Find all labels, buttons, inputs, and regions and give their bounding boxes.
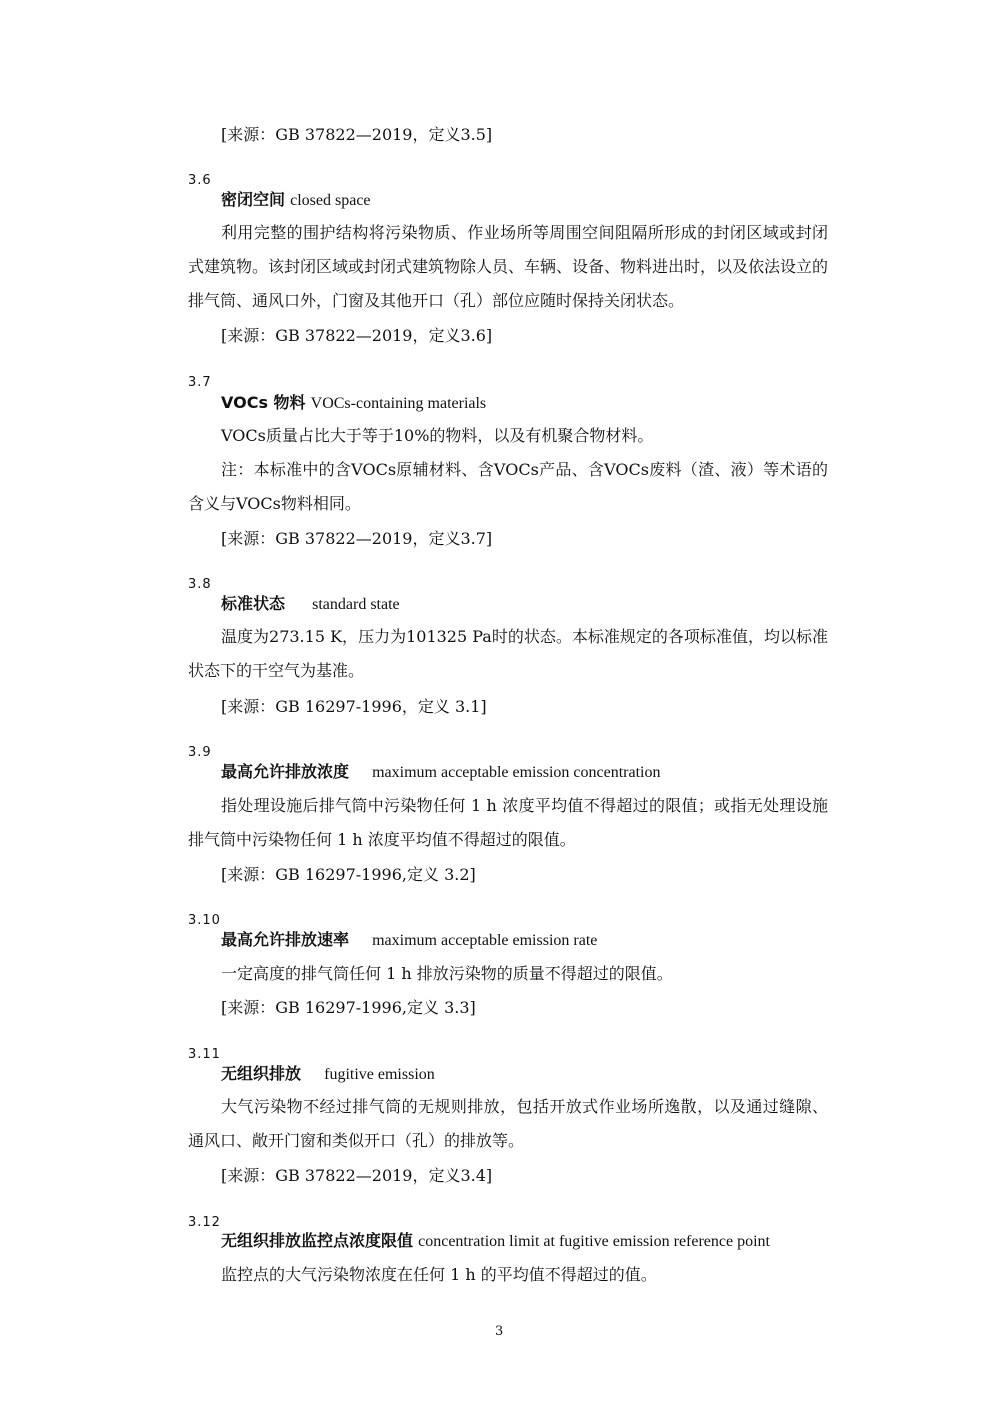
term-definition: 温度为273.15 K，压力为101325 Pa时的状态。本标准规定的各项标准值，均以标准状态下的干空气为基准。 (188, 627, 828, 680)
source-citation: [来源：GB 37822—2019，定义3.6] (221, 326, 493, 345)
term-title (221, 929, 597, 952)
term-title-zh: 无组织排放 (221, 1064, 302, 1083)
term-title-zh: 无组织排放监控点浓度限值 (221, 1231, 414, 1250)
term-title-zh: 密闭空间 (221, 190, 286, 209)
term-definition: 指处理设施后排气筒中污染物任何 1 h 浓度平均值不得超过的限值；或指无处理设施排气筒中污染物任何 1 h 浓度平均值不得超过的限值。 (188, 796, 828, 849)
term-number: 3.7 (188, 375, 212, 390)
term-title (221, 189, 371, 212)
term-title (221, 1063, 435, 1086)
term-title (221, 1230, 770, 1253)
term-number: 3.11 (188, 1047, 221, 1062)
term-title-en: maximum acceptable emission rate (372, 932, 598, 949)
page-number: 3 (495, 1324, 504, 1339)
term-note: 注：本标准中的含VOCs原辅材料、含VOCs产品、含VOCs废料（渣、液）等术语的含义与VOCs物料相同。 (188, 460, 828, 513)
term-title-en: VOCs-containing materials (310, 395, 487, 412)
source-citation: [来源：GB 16297-1996,定义 3.2] (221, 865, 476, 884)
source-citation: [来源：GB 37822—2019，定义3.5] (221, 125, 493, 144)
term-title-en: concentration limit at fugitive emission reference point (418, 1233, 770, 1250)
term-definition: 一定高度的排气筒任何 1 h 排放污染物的质量不得超过的限值。 (221, 964, 673, 983)
source-citation: [来源：GB 16297-1996，定义 3.1] (221, 697, 487, 716)
source-citation: [来源：GB 37822—2019，定义3.7] (221, 529, 493, 548)
term-definition: 监控点的大气污染物浓度在任何 1 h 的平均值不得超过的值。 (221, 1265, 657, 1284)
term-title-zh: VOCs 物料 (221, 393, 306, 412)
term-title-en: maximum acceptable emission concentration (372, 764, 661, 781)
term-number: 3.8 (188, 577, 212, 592)
term-title-zh: 标准状态 (221, 594, 286, 613)
term-title-zh: 最高允许排放浓度 (221, 762, 350, 781)
term-title (221, 392, 486, 415)
term-number: 3.9 (188, 745, 212, 760)
term-title-zh: 最高允许排放速率 (221, 930, 350, 949)
term-definition: 大气污染物不经过排气筒的无规则排放，包括开放式作业场所逸散，以及通过缝隙、通风口、敞开门窗和类似开口（孔）的排放等。 (188, 1097, 828, 1150)
term-title-en: fugitive emission (324, 1066, 435, 1083)
term-title (221, 761, 660, 784)
term-title (221, 593, 400, 616)
source-citation: [来源：GB 16297-1996,定义 3.3] (221, 998, 476, 1017)
term-number: 3.10 (188, 913, 221, 928)
term-number: 3.12 (188, 1215, 221, 1230)
term-title-en: closed space (290, 192, 371, 209)
term-definition: 利用完整的围护结构将污染物质、作业场所等周围空间阻隔所形成的封闭区域或封闭式建筑物。该封闭区域或封闭式建筑物除人员、车辆、设备、物料进出时，以及依法设立的排气筒、通风口外，门窗及其他开口（孔）部位应随时保持关闭状态。 (188, 223, 829, 310)
term-title-en: standard state (312, 596, 400, 613)
source-citation: [来源：GB 37822—2019，定义3.4] (221, 1166, 493, 1185)
term-number: 3.6 (188, 173, 212, 188)
term-definition: VOCs质量占比大于等于10%的物料，以及有机聚合物材料。 (221, 426, 654, 445)
